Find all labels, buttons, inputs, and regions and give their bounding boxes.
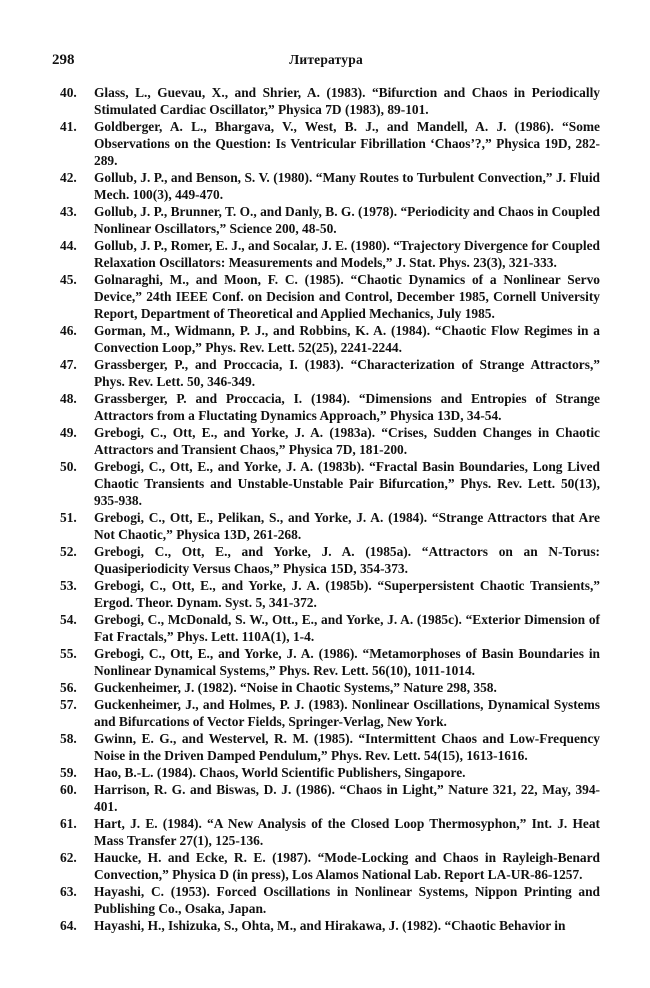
reference-item <box>52 203 600 237</box>
reference-item <box>52 917 600 934</box>
reference-text: Grebogi, C., Ott, E., and Yorke, J. A. (1985b). “Superpersistent Chaotic Transients,” Ergod. Theor. Dynam. Syst. 5, 341-372. <box>94 578 600 610</box>
reference-item <box>52 84 600 118</box>
reference-number: 57. <box>60 697 77 712</box>
reference-text: Gwinn, E. G., and Westervel, R. M. (1985). “Intermittent Chaos and Low-Frequency Noise in the Driven Damped Pendulum,” Phys. Rev. Lett. 54(15), 1613-1616. <box>94 731 600 763</box>
reference-item <box>52 883 600 917</box>
reference-number: 56. <box>60 680 77 695</box>
reference-number: 46. <box>60 323 77 338</box>
reference-number: 44. <box>60 238 77 253</box>
reference-item <box>52 764 600 781</box>
reference-item <box>52 322 600 356</box>
reference-item <box>52 237 600 271</box>
reference-text: Grassberger, P., and Proccacia, I. (1983). “Characterization of Strange Attractors,” Phys. Rev. Lett. 50, 346-349. <box>94 357 600 389</box>
reference-number: 62. <box>60 850 77 865</box>
reference-number: 58. <box>60 731 77 746</box>
reference-text: Hart, J. E. (1984). “A New Analysis of the Closed Loop Thermosyphon,” Int. J. Heat Mass Transfer 27(1), 125-136. <box>94 816 600 848</box>
reference-text: Gollub, J. P., Romer, E. J., and Socalar, J. E. (1980). “Trajectory Divergence for Coupled Relaxation Oscillators: Measurements and Models,” J. Stat. Phys. 23(3), 321-333. <box>94 238 600 270</box>
reference-number: 40. <box>60 85 77 100</box>
running-head: Литература <box>289 52 363 67</box>
reference-item <box>52 356 600 390</box>
reference-text: Grebogi, C., Ott, E., and Yorke, J. A. (1986). “Metamorphoses of Basin Boundaries in Nonlinear Dynamical Systems,” Phys. Rev. Lett. 56(10), 1011-1014. <box>94 646 600 678</box>
reference-item <box>52 730 600 764</box>
reference-item <box>52 390 600 424</box>
reference-item <box>52 458 600 509</box>
reference-number: 49. <box>60 425 77 440</box>
reference-number: 47. <box>60 357 77 372</box>
reference-number: 60. <box>60 782 77 797</box>
reference-number: 51. <box>60 510 77 525</box>
reference-text: Hayashi, H., Ishizuka, S., Ohta, M., and Hirakawa, J. (1982). “Chaotic Behavior in <box>94 918 566 933</box>
reference-list <box>52 84 600 934</box>
reference-item <box>52 781 600 815</box>
reference-text: Golnaraghi, M., and Moon, F. C. (1985). “Chaotic Dynamics of a Nonlinear Servo Device,” 24th IEEE Conf. on Decision and Control, December 1985, Cornell University Report, Department of Theoretical and Applied Mechanics, July 1985. <box>94 272 600 321</box>
reference-text: Grebogi, C., McDonald, S. W., Ott., E., and Yorke, J. A. (1985c). “Exterior Dimension of Fat Fractals,” Phys. Lett. 110A(1), 1-4. <box>94 612 600 644</box>
reference-text: Grebogi, C., Ott, E., and Yorke, J. A. (1985a). “Attractors on an N-Torus: Quasiperiodicity Versus Chaos,” Physica 15D, 354-373. <box>94 544 600 576</box>
reference-item <box>52 696 600 730</box>
reference-text: Grebogi, C., Ott, E., and Yorke, J. A. (1983a). “Crises, Sudden Changes in Chaotic Attractors and Transient Chaos,” Physica 7D, 181-200. <box>94 425 600 457</box>
reference-text: Glass, L., Guevau, X., and Shrier, A. (1983). “Bifurction and Chaos in Periodically Stimulated Cardiac Oscillator,” Physica 7D (1983), 89-101. <box>94 85 600 117</box>
reference-item <box>52 815 600 849</box>
reference-number: 43. <box>60 204 77 219</box>
reference-item <box>52 577 600 611</box>
reference-number: 59. <box>60 765 77 780</box>
reference-text: Guckenheimer, J. (1982). “Noise in Chaotic Systems,” Nature 298, 358. <box>94 680 497 695</box>
reference-number: 63. <box>60 884 77 899</box>
reference-item <box>52 118 600 169</box>
reference-item <box>52 424 600 458</box>
reference-text: Grebogi, C., Ott, E., and Yorke, J. A. (1983b). “Fractal Basin Boundaries, Long Lived Chaotic Transients and Unstable-Unstable Pair Bifurcation,” Phys. Rev. Lett. 50(13), 935-938. <box>94 459 600 508</box>
reference-item <box>52 611 600 645</box>
reference-text: Gorman, M., Widmann, P. J., and Robbins, K. A. (1984). “Chaotic Flow Regimes in a Convection Loop,” Phys. Rev. Lett. 52(25), 2241-2244. <box>94 323 600 355</box>
page-number: 298 <box>52 52 75 68</box>
reference-number: 61. <box>60 816 77 831</box>
reference-item <box>52 679 600 696</box>
reference-number: 64. <box>60 918 77 933</box>
reference-number: 50. <box>60 459 77 474</box>
reference-text: Haucke, H. and Ecke, R. E. (1987). “Mode-Locking and Chaos in Rayleigh-Benard Convection,” Physica D (in press), Los Alamos National Lab. Report LA-UR-86-1257. <box>94 850 600 882</box>
reference-text: Hayashi, C. (1953). Forced Oscillations in Nonlinear Systems, Nippon Printing and Publishing Co., Osaka, Japan. <box>94 884 600 916</box>
reference-number: 48. <box>60 391 77 406</box>
reference-item <box>52 509 600 543</box>
reference-number: 45. <box>60 272 77 287</box>
reference-item <box>52 543 600 577</box>
reference-number: 41. <box>60 119 77 134</box>
reference-number: 53. <box>60 578 77 593</box>
page-header <box>52 52 600 74</box>
reference-text: Gollub, J. P., Brunner, T. O., and Danly, B. G. (1978). “Periodicity and Chaos in Coupled Nonlinear Oscillators,” Science 200, 48-50. <box>94 204 600 236</box>
reference-number: 42. <box>60 170 77 185</box>
reference-text: Grassberger, P. and Proccacia, I. (1984). “Dimensions and Entropies of Strange Attractors from a Fluctating Dynamics Approach,” Physica 13D, 34-54. <box>94 391 600 423</box>
reference-item <box>52 169 600 203</box>
reference-text: Goldberger, A. L., Bhargava, V., West, B. J., and Mandell, A. J. (1986). “Some Observations on the Question: Is Ventricular Fibrillation ‘Chaos’?,” Physica 19D, 282-289. <box>94 119 600 168</box>
reference-item <box>52 849 600 883</box>
reference-text: Hao, B.-L. (1984). Chaos, World Scientific Publishers, Singapore. <box>94 765 466 780</box>
reference-text: Harrison, R. G. and Biswas, D. J. (1986). “Chaos in Light,” Nature 321, 22, May, 394-401. <box>94 782 600 814</box>
reference-text: Gollub, J. P., and Benson, S. V. (1980). “Many Routes to Turbulent Convection,” J. Fluid Mech. 100(3), 449-470. <box>94 170 600 202</box>
reference-text: Grebogi, C., Ott, E., Pelikan, S., and Yorke, J. A. (1984). “Strange Attractors that Are Not Chaotic,” Physica 13D, 261-268. <box>94 510 600 542</box>
reference-item <box>52 271 600 322</box>
reference-item <box>52 645 600 679</box>
reference-number: 55. <box>60 646 77 661</box>
reference-number: 54. <box>60 612 77 627</box>
reference-text: Guckenheimer, J., and Holmes, P. J. (1983). Nonlinear Oscillations, Dynamical Systems and Bifurcations of Vector Fields, Springer-Verlag, New York. <box>94 697 600 729</box>
reference-number: 52. <box>60 544 77 559</box>
